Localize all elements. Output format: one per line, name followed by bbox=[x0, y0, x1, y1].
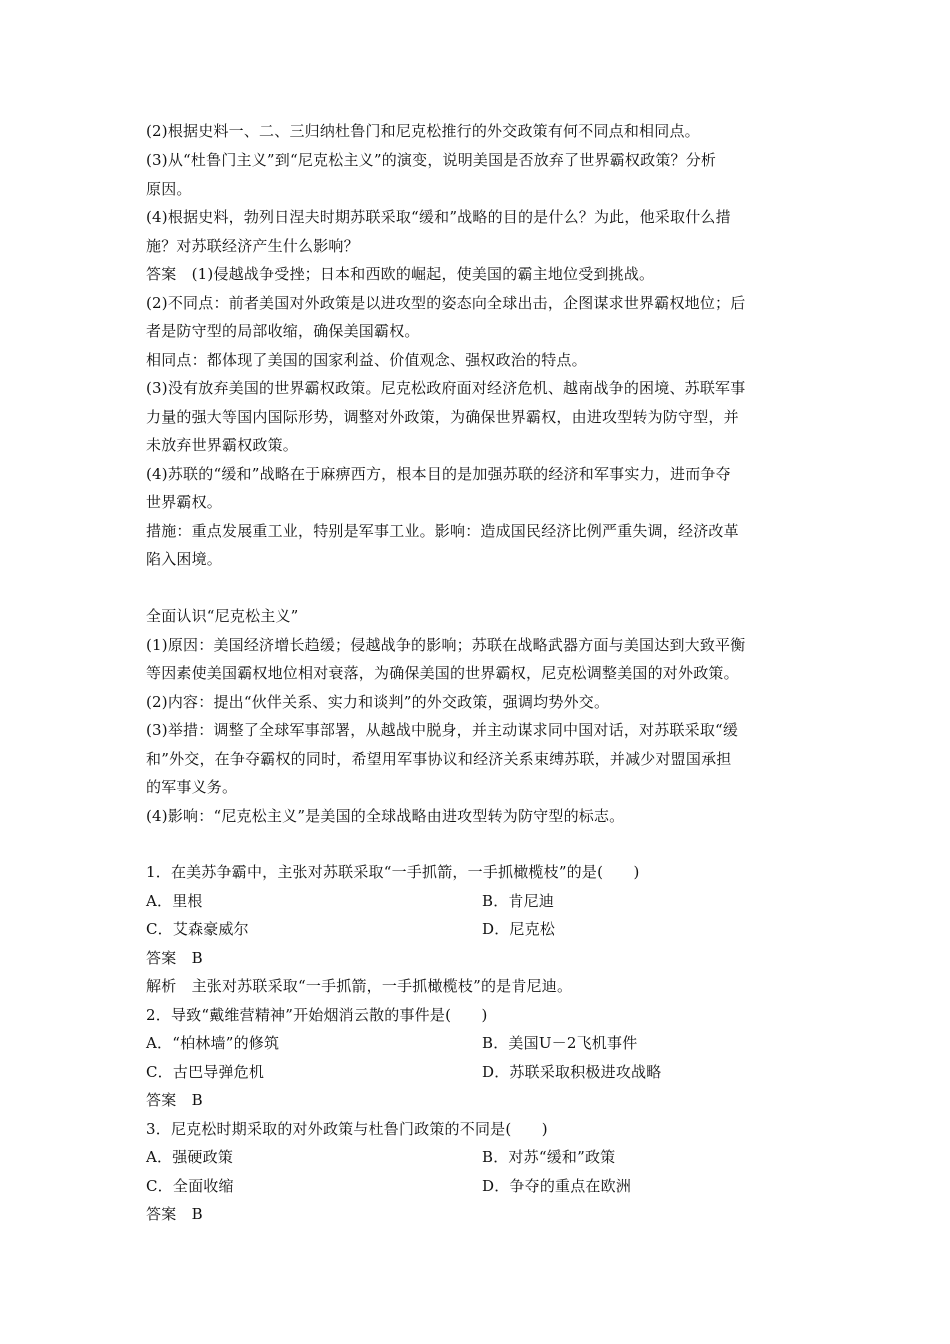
mcq-3-answer: 答案 B bbox=[146, 1205, 203, 1223]
summary-4-line: (4)影响：“尼克松主义”是美国的全球战略由进攻型转为防守型的标志。 bbox=[146, 807, 625, 825]
mcq-1-option-d: D．尼克松 bbox=[482, 920, 556, 938]
mcq-2-option-a: A．“柏林墙”的修筑 bbox=[146, 1034, 280, 1052]
mcq-2-stem: 2．导致“戴维营精神”开始烟消云散的事件是( ) bbox=[146, 1006, 488, 1024]
question-3-line: (3)从“杜鲁门主义”到“尼克松主义”的演变，说明美国是否放弃了世界霸权政策？分析 bbox=[146, 151, 717, 169]
question-4-line: (4)根据史料，勃列日涅夫时期苏联采取“缓和”战略的目的是什么？为此，他采取什么措 bbox=[146, 208, 731, 226]
summary-2-line: (2)内容：提出“伙伴关系、实力和谈判”的外交政策，强调均势外交。 bbox=[146, 693, 610, 711]
summary-3-line: 和”外交，在争夺霸权的同时，希望用军事协议和经济关系束缚苏联，并减少对盟国承担 bbox=[146, 750, 732, 768]
summary-title: 全面认识“尼克松主义” bbox=[146, 607, 299, 625]
summary-1-line: (1)原因：美国经济增长趋缓；侵越战争的影响；苏联在战略武器方面与美国达到大致平衡 bbox=[146, 636, 746, 654]
summary-3-line: (3)举措：调整了全球军事部署，从越战中脱身，并主动谋求同中国对话，对苏联采取“缓 bbox=[146, 721, 739, 739]
question-3-line: 原因。 bbox=[146, 180, 192, 198]
mcq-3-option-d: D．争夺的重点在欧洲 bbox=[482, 1177, 632, 1195]
mcq-3-option-b: B．对苏“缓和”政策 bbox=[482, 1148, 616, 1166]
answer-3-line: (3)没有放弃美国的世界霸权政策。尼克松政府面对经济危机、越南战争的困境、苏联军事 bbox=[146, 379, 746, 397]
mcq-3-stem: 3．尼克松时期采取的对外政策与杜鲁门政策的不同是( ) bbox=[146, 1120, 548, 1138]
mcq-2-answer: 答案 B bbox=[146, 1091, 203, 1109]
mcq-1-option-b: B．肯尼迪 bbox=[482, 892, 555, 910]
mcq-3-option-c: C．全面收缩 bbox=[146, 1177, 234, 1195]
mcq-2-option-c: C．古巴导弹危机 bbox=[146, 1063, 265, 1081]
mcq-1-answer: 答案 B bbox=[146, 949, 203, 967]
mcq-1-analysis: 解析 主张对苏联采取“一手抓箭，一手抓橄榄枝”的是肯尼迪。 bbox=[146, 977, 573, 995]
answer-2-line: 相同点：都体现了美国的国家利益、价值观念、强权政治的特点。 bbox=[146, 351, 587, 369]
mcq-1-option-a: A．里根 bbox=[146, 892, 203, 910]
answer-2-line: (2)不同点：前者美国对外政策是以进攻型的姿态向全球出击，企图谋求世界霸权地位；后 bbox=[146, 294, 746, 312]
answer-4-line: 陷入困境。 bbox=[146, 550, 223, 568]
answer-4-line: 措施：重点发展重工业，特别是军事工业。影响：造成国民经济比例严重失调，经济改革 bbox=[146, 522, 739, 540]
question-4-line: 施？对苏联经济产生什么影响？ bbox=[146, 237, 359, 255]
mcq-1-stem: 1．在美苏争霸中，主张对苏联采取“一手抓箭，一手抓橄榄枝”的是( ) bbox=[146, 863, 640, 881]
question-2-line: (2)根据史料一、二、三归纳杜鲁门和尼克松推行的外交政策有何不同点和相同点。 bbox=[146, 122, 700, 140]
mcq-2-option-d: D．苏联采取积极进攻战略 bbox=[482, 1063, 662, 1081]
answer-4-line: (4)苏联的“缓和”战略在于麻痹西方，根本目的是加强苏联的经济和军事实力，进而争夺 bbox=[146, 465, 731, 483]
answer-1-line: 答案 (1)侵越战争受挫；日本和西欧的崛起，使美国的霸主地位受到挑战。 bbox=[146, 265, 655, 283]
answer-2-line: 者是防守型的局部收缩，确保美国霸权。 bbox=[146, 322, 420, 340]
mcq-1-option-c: C．艾森豪威尔 bbox=[146, 920, 249, 938]
answer-3-line: 力量的强大等国内国际形势，调整对外政策，为确保世界霸权，由进攻型转为防守型，并 bbox=[146, 408, 739, 426]
mcq-2-option-b: B．美国U－2飞机事件 bbox=[482, 1034, 638, 1052]
summary-1-line: 等因素使美国霸权地位相对衰落，为确保美国的世界霸权，尼克松调整美国的对外政策。 bbox=[146, 664, 739, 682]
answer-3-line: 未放弃世界霸权政策。 bbox=[146, 436, 299, 454]
mcq-3-option-a: A．强硬政策 bbox=[146, 1148, 234, 1166]
answer-4-line: 世界霸权。 bbox=[146, 493, 223, 511]
summary-3-line: 的军事义务。 bbox=[146, 778, 238, 796]
